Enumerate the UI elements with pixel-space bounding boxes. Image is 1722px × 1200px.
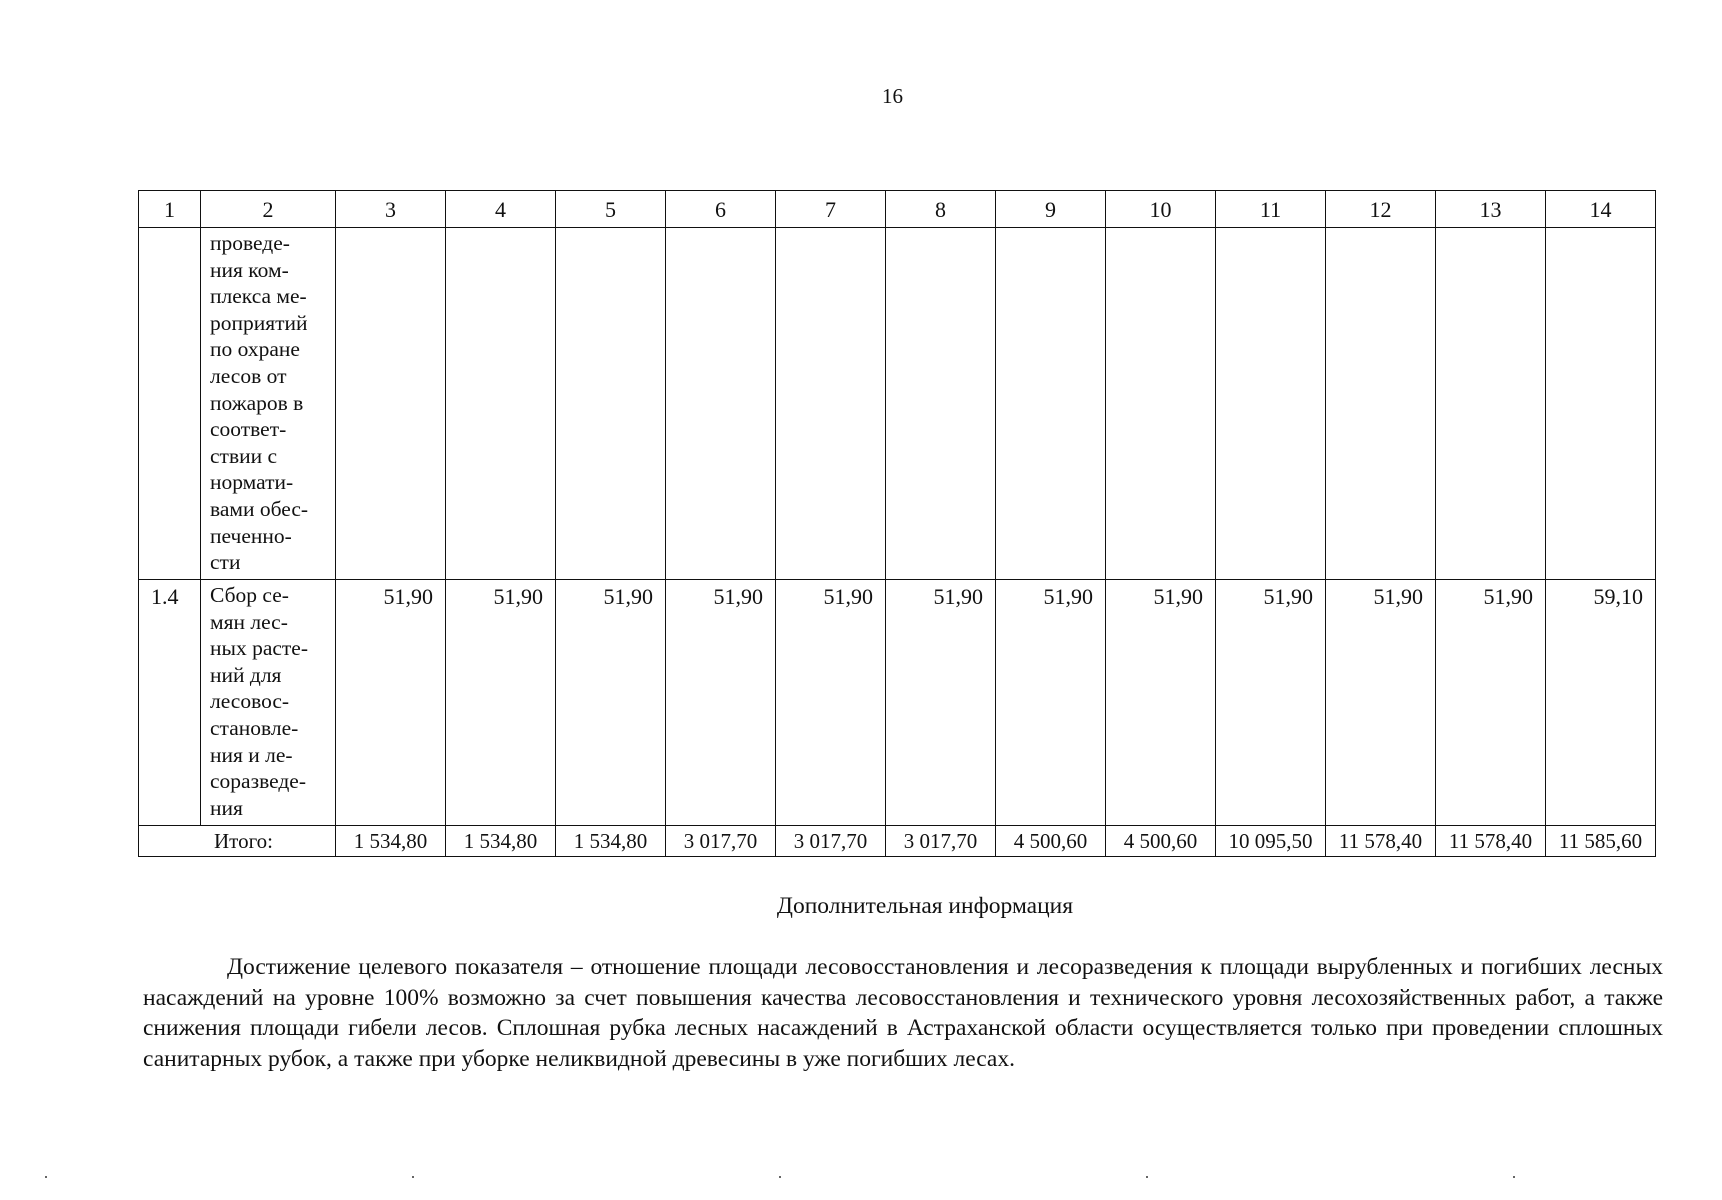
column-header: 8	[886, 191, 996, 228]
scan-speck	[779, 1176, 781, 1178]
table-cell: 51,90	[886, 580, 996, 826]
table-cell: 59,10	[1546, 580, 1656, 826]
table-cell	[1106, 228, 1216, 580]
total-cell: 4 500,60	[1106, 826, 1216, 857]
total-row	[139, 826, 1656, 857]
table-cell: 51,90	[1106, 580, 1216, 826]
table-cell	[1436, 228, 1546, 580]
column-header: 14	[1546, 191, 1656, 228]
total-cell: 3 017,70	[666, 826, 776, 857]
row-name: Сбор се- мян лес- ных расте- ний для лесовос- становле- ния и ле- соразведе- ния	[201, 580, 336, 826]
column-header: 11	[1216, 191, 1326, 228]
table-row-continued	[139, 228, 1656, 580]
table-cell	[886, 228, 996, 580]
table-cell: 51,90	[776, 580, 886, 826]
table-cell: 51,90	[446, 580, 556, 826]
total-cell: 1 534,80	[446, 826, 556, 857]
total-cell: 1 534,80	[336, 826, 446, 857]
page-number: 16	[882, 84, 903, 108]
table-cell: 51,90	[1326, 580, 1436, 826]
total-cell: 10 095,50	[1216, 826, 1326, 857]
table-cell	[556, 228, 666, 580]
column-header: 13	[1436, 191, 1546, 228]
table-cell: 51,90	[666, 580, 776, 826]
table-cell	[666, 228, 776, 580]
table-cell: 51,90	[1216, 580, 1326, 826]
column-header: 3	[336, 191, 446, 228]
row-name: проведе- ния ком- плекса ме- роприятий по охране лесов от пожаров в соответ- ствии с нормати- вами обес- печенно- сти	[201, 228, 336, 580]
table-cell: 51,90	[336, 580, 446, 826]
column-header: 12	[1326, 191, 1436, 228]
total-cell: 1 534,80	[556, 826, 666, 857]
total-label: Итого:	[139, 826, 336, 857]
additional-info-paragraph: Достижение целевого показателя – отношение площади лесовосстановления и лесоразведения к площади вырубленных и погибших лесных насаждений на уровне 100% возможно за счет повышения качества лесовосстановления и технического уровня лесохозяйственных работ, а также снижения площади гибели лесов. Сплошная рубка лесных насаждений в Астраханской области осуществляется только при проведении сплошных санитарных рубок, а также при уборке неликвидной древесины в уже погибших лесах.	[143, 954, 1663, 1072]
scan-speck	[1513, 1176, 1515, 1178]
column-header: 6	[666, 191, 776, 228]
data-table	[138, 190, 1656, 857]
column-header: 1	[139, 191, 201, 228]
total-cell: 4 500,60	[996, 826, 1106, 857]
scan-speck	[412, 1176, 414, 1178]
total-cell: 3 017,70	[776, 826, 886, 857]
row-index	[139, 228, 201, 580]
table-cell: 51,90	[1436, 580, 1546, 826]
column-header: 2	[201, 191, 336, 228]
column-header: 10	[1106, 191, 1216, 228]
total-cell: 11 578,40	[1326, 826, 1436, 857]
row-index: 1.4	[139, 580, 201, 826]
table-cell	[776, 228, 886, 580]
table-cell: 51,90	[556, 580, 666, 826]
table-row-1-4	[139, 580, 1656, 826]
table-cell	[336, 228, 446, 580]
scan-speck	[1146, 1176, 1148, 1178]
column-header: 4	[446, 191, 556, 228]
table-cell	[1216, 228, 1326, 580]
column-header: 5	[556, 191, 666, 228]
additional-info-title: Дополнительная информация	[776, 893, 1074, 919]
column-header: 9	[996, 191, 1106, 228]
table-cell	[996, 228, 1106, 580]
total-cell: 11 578,40	[1436, 826, 1546, 857]
total-cell: 3 017,70	[886, 826, 996, 857]
table-cell	[1326, 228, 1436, 580]
column-number-row	[139, 191, 1656, 228]
table-cell	[446, 228, 556, 580]
column-header: 7	[776, 191, 886, 228]
total-cell: 11 585,60	[1546, 826, 1656, 857]
table-cell	[1546, 228, 1656, 580]
scan-speck	[45, 1176, 47, 1178]
table-cell: 51,90	[996, 580, 1106, 826]
